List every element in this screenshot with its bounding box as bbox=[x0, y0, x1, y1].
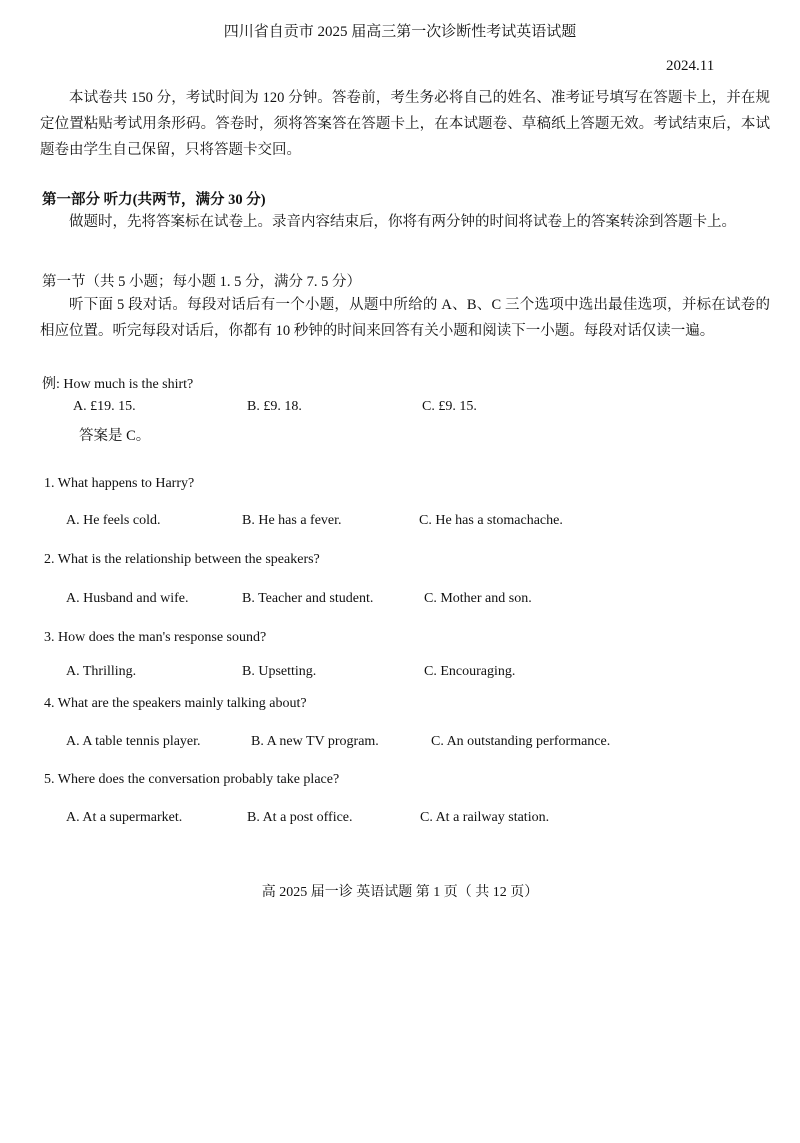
section1-heading: 第一节（共 5 小题；每小题 1. 5 分，满分 7. 5 分） bbox=[42, 274, 361, 290]
example-question: 例: How much is the shirt? bbox=[42, 377, 194, 392]
q4-option-a: A. A table tennis player. bbox=[66, 734, 201, 749]
example-option-c: C. £9. 15. bbox=[422, 399, 477, 414]
q1-option-c: C. He has a stomachache. bbox=[419, 513, 563, 528]
q5-option-b: B. At a post office. bbox=[247, 810, 353, 825]
q3-option-a: A. Thrilling. bbox=[66, 664, 137, 679]
example-option-a: A. £19. 15. bbox=[73, 399, 136, 414]
page-footer: 高 2025 届一诊 英语试题 第 1 页（ 共 12 页） bbox=[261, 885, 539, 900]
q2-option-c: C. Mother and son. bbox=[424, 591, 532, 606]
part1-instruction: 做题时，先将答案标在试卷上。录音内容结束后，你将有两分钟的时间将试卷上的答案转涂到答题卡上。 bbox=[69, 214, 736, 230]
q2-option-a: A. Husband and wife. bbox=[66, 591, 189, 606]
question-3: 3. How does the man's response sound? bbox=[44, 630, 267, 645]
intro-paragraph: 本试卷共 150 分，考试时间为 120 分钟。答卷前，考生务必将自己的姓名、准考证号填写在答题卡上，并在规定位置粘贴考试用条形码。答卷时，须将答案答在答题卡上，在本试题卷、草稿纸上答题无效。考试结束后，本试题卷由学生自己保留，只将答题卡交回。 bbox=[40, 90, 770, 158]
q2-option-b: B. Teacher and student. bbox=[242, 591, 374, 606]
q4-option-b: B. A new TV program. bbox=[251, 734, 379, 749]
section1-instruction: 听下面 5 段对话。每段对话后有一个小题，从题中所给的 A、B、C 三个选项中选出最佳选项，并标在试卷的相应位置。听完每段对话后，你都有 10 秒钟的时间来回答有关小题和阅读下一小题。每段对话仅读一遍。 bbox=[40, 297, 770, 339]
question-1: 1. What happens to Harry? bbox=[44, 476, 195, 491]
q3-option-b: B. Upsetting. bbox=[242, 664, 317, 679]
part1-heading: 第一部分 听力(共两节，满分 30 分) bbox=[42, 192, 266, 208]
q5-option-a: A. At a supermarket. bbox=[66, 810, 183, 825]
q3-option-c: C. Encouraging. bbox=[424, 664, 516, 679]
q1-option-a: A. He feels cold. bbox=[66, 513, 161, 528]
q1-option-b: B. He has a fever. bbox=[242, 513, 342, 528]
q5-option-c: C. At a railway station. bbox=[420, 810, 550, 825]
example-option-b: B. £9. 18. bbox=[247, 399, 302, 414]
example-answer: 答案是 C。 bbox=[79, 428, 151, 444]
question-2: 2. What is the relationship between the speakers? bbox=[44, 552, 320, 567]
exam-date: 2024.11 bbox=[666, 58, 715, 74]
question-5: 5. Where does the conversation probably take place? bbox=[44, 772, 340, 787]
q4-option-c: C. An outstanding performance. bbox=[431, 734, 611, 749]
question-4: 4. What are the speakers mainly talking about? bbox=[44, 696, 307, 711]
page-title: 四川省自贡市 2025 届高三第一次诊断性考试英语试题 bbox=[223, 24, 577, 40]
